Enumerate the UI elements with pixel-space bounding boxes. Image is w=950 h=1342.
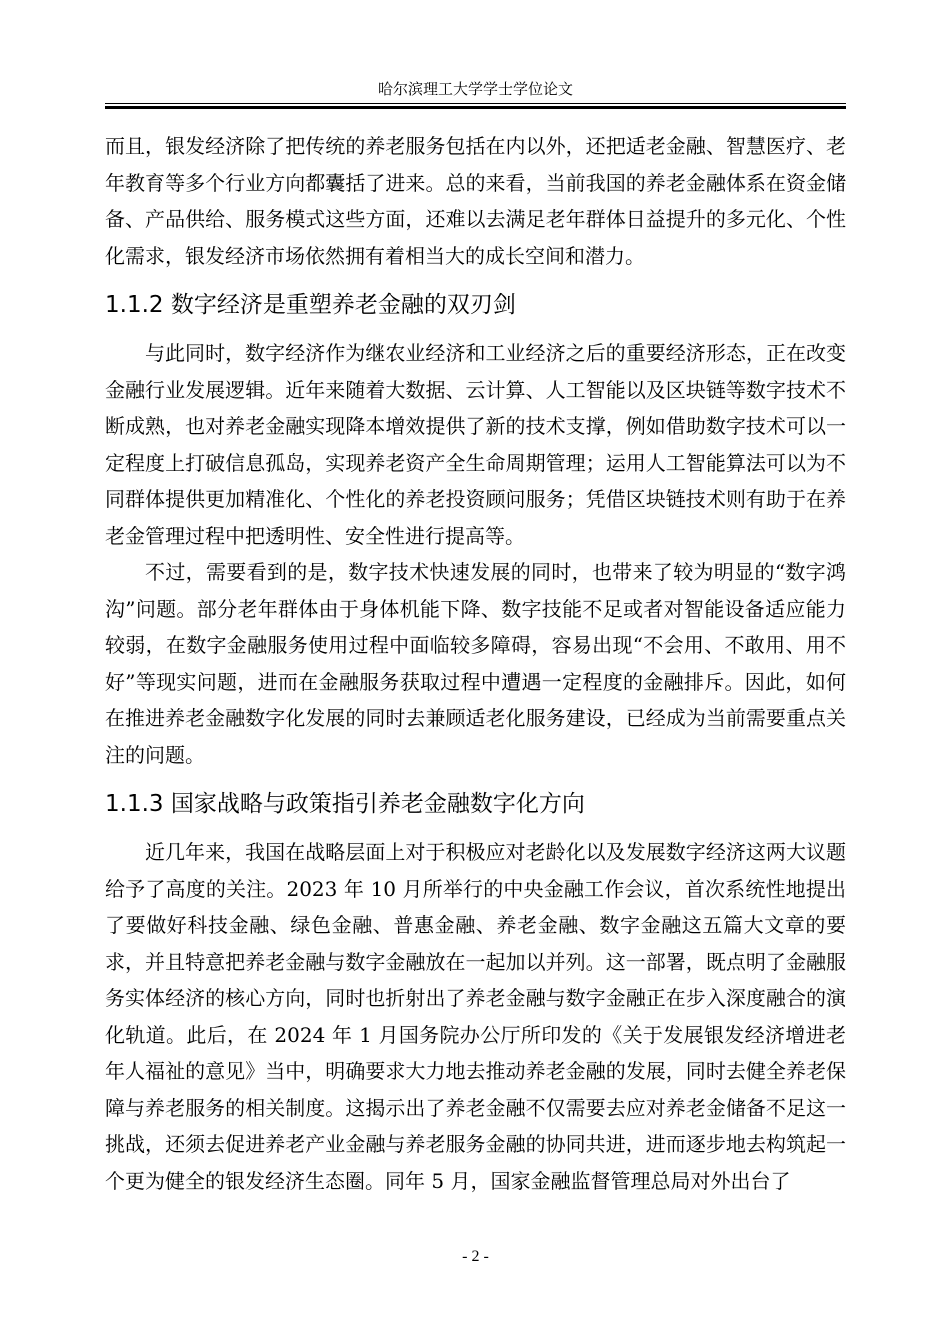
page-body xyxy=(105,128,846,1199)
paragraph-continued: 而且，银发经济除了把传统的养老服务包括在内以外，还把适老金融、智慧医疗、老年教育等多个行业方向都囊括了进来。总的来看，当前我国的养老金融体系在资金储备、产品供给、服务模式这些方面，还难以去满足老年群体日益提升的多元化、个性化需求，银发经济市场依然拥有着相当大的成长空间和潜力。 xyxy=(105,134,846,268)
running-header: 哈尔滨理工大学学士学位论文 xyxy=(377,82,573,98)
header-rule-thin xyxy=(105,103,846,104)
paragraph-digital-divide: 不过，需要看到的是，数字技术快速发展的同时，也带来了较为明显的“数字鸿沟”问题。部分老年群体由于身体机能下降、数字技能不足或者对智能设备适应能力较弱，在数字金融服务使用过程中面临较多障碍，容易出现“不会用、不敢用、用不好”等现实问题，进而在金融服务获取过程中遭遇一定程度的金融排斥。因此，如何在推进养老金融数字化发展的同时去兼顾适老化服务建设，已经成为当前需要重点关注的问题。 xyxy=(105,560,846,767)
paragraph-digital-economy: 与此同时，数字经济作为继农业经济和工业经济之后的重要经济形态，正在改变金融行业发展逻辑。近年来随着大数据、云计算、人工智能以及区块链等数字技术不断成熟，也对养老金融实现降本增效提供了新的技术支撑，例如借助数字技术可以一定程度上打破信息孤岛，实现养老资产全生命周期管理；运用人工智能算法可以为不同群体提供更加精准化、个性化的养老投资顾问服务；凭借区块链技术则有助于在养老金管理过程中把透明性、安全性进行提高等。 xyxy=(105,341,846,548)
section-heading-1-1-2: 1.1.2 数字经济是重塑养老金融的双刃剑 xyxy=(105,292,516,318)
header-rule-thick xyxy=(105,106,846,109)
paragraph-national-strategy: 近几年来，我国在战略层面上对于积极应对老龄化以及发展数字经济这两大议题给予了高度的关注。2023 年 10 月所举行的中央金融工作会议，首次系统性地提出了要做好科技金融、绿色金融、普惠金融、养老金融、数字金融这五篇大文章的要求，并且特意把养老金融与数字金融放在一起加以并列。这一部署，既点明了金融服务实体经济的核心方向，同时也折射出了养老金融与数字金融正在步入深度融合的演化轨道。此后，在 2024 年 1 月国务院办公厅所印发的《关于发展银发经济增进老年人福祉的意见》当中，明确要求大力地去推动养老金融的发展，同时去健全养老保障与养老服务的相关制度。这揭示出了养老金融不仅需要去应对养老金储备不足这一挑战，还须去促进养老产业金融与养老服务金融的协同共进，进而逐步地去构筑起一个更为健全的银发经济生态圈。同年 5 月，国家金融监督管理总局对外出台了 xyxy=(105,840,846,1193)
page-number: - 2 - xyxy=(462,1248,489,1265)
section-heading-1-1-3: 1.1.3 国家战略与政策指引养老金融数字化方向 xyxy=(105,791,585,817)
